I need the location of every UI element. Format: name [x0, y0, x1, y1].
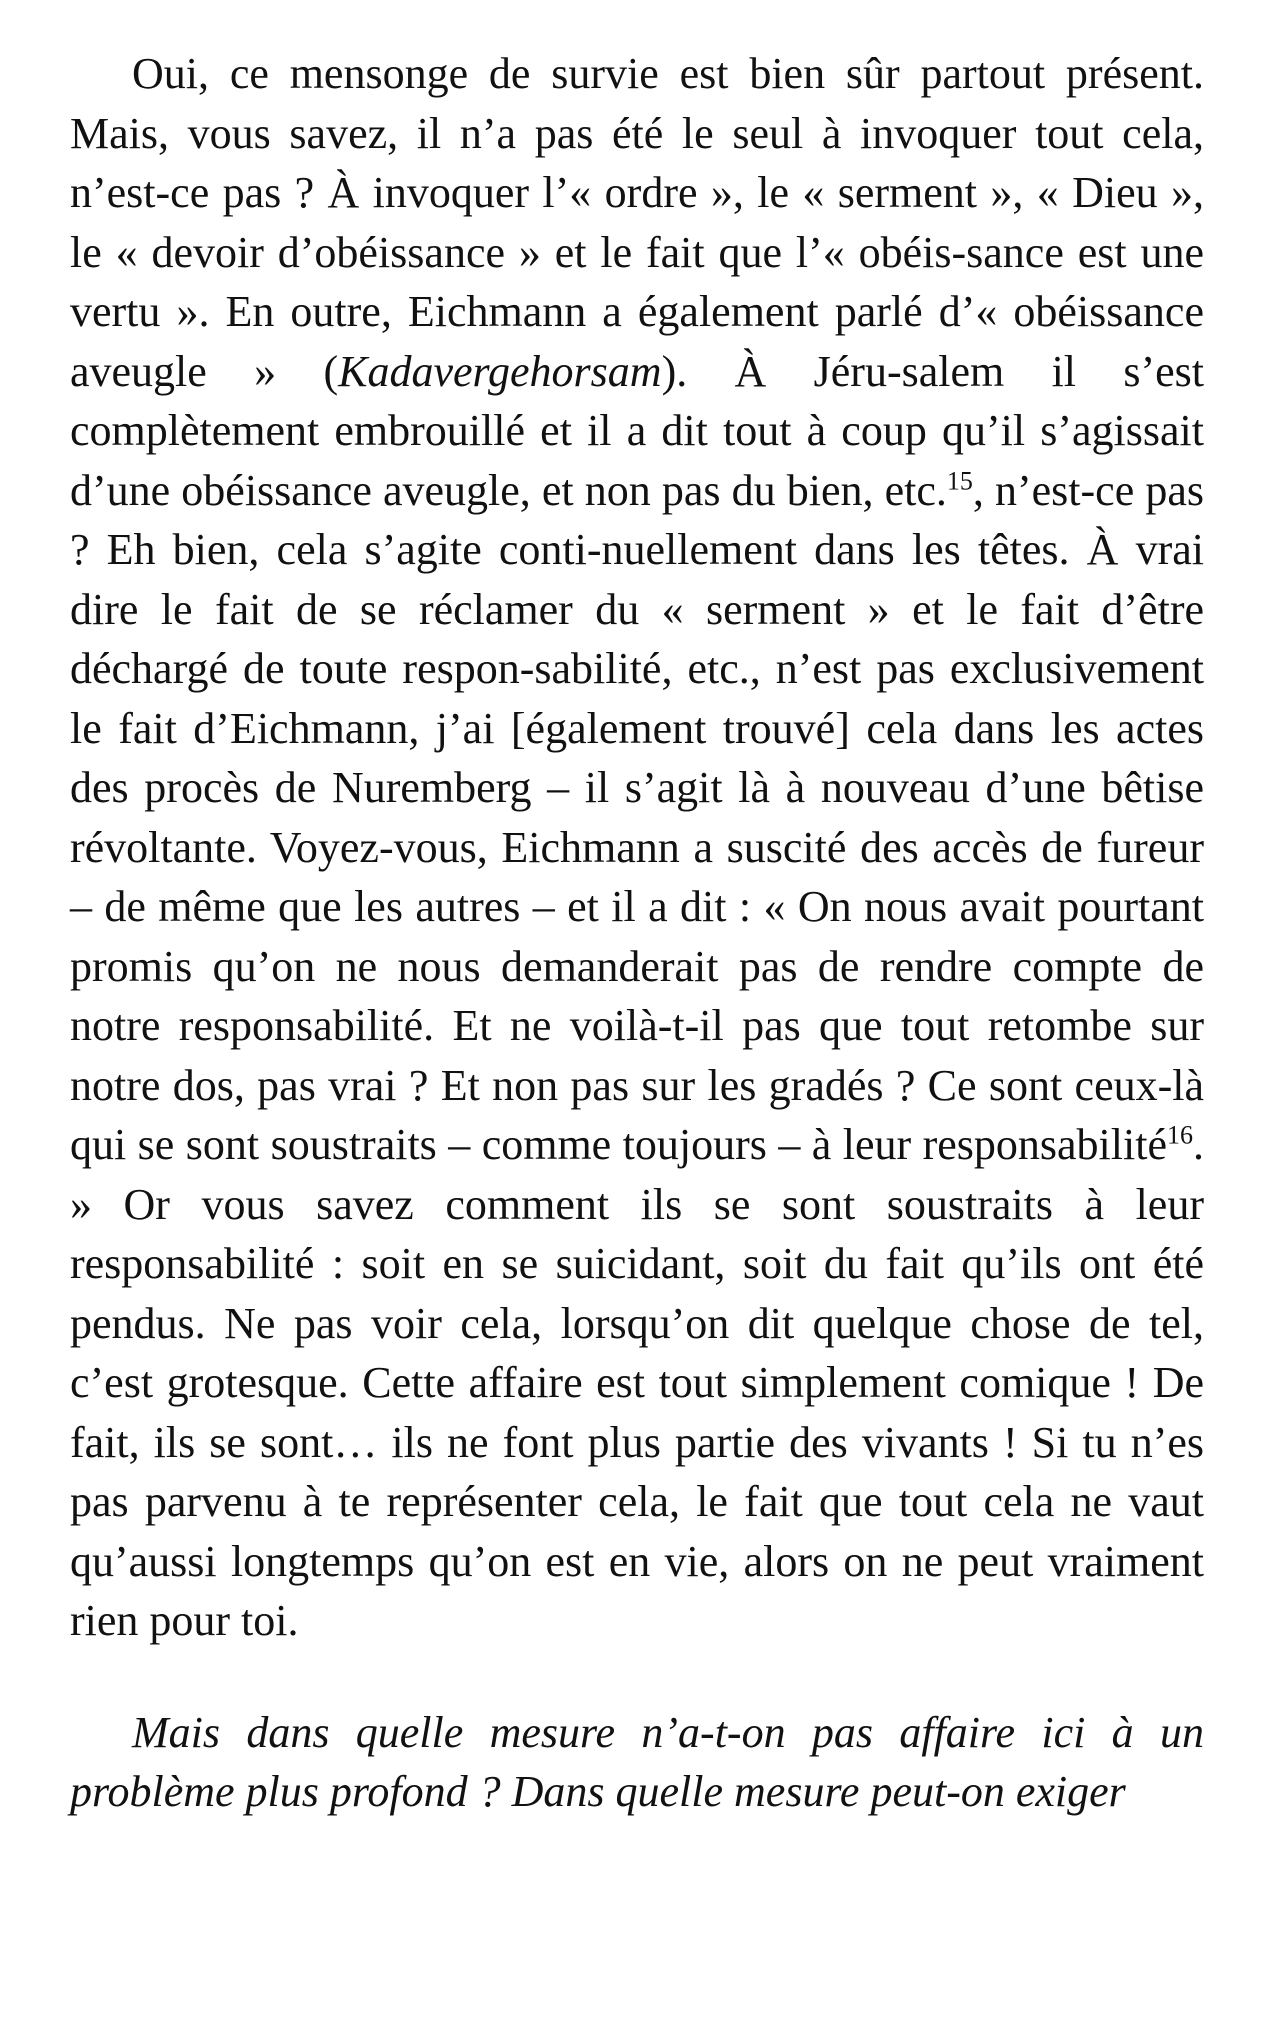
- paragraph-text-4: . » Or vous savez comment ils se sont soustraits à leur responsabilité : soit en se suicidant, soit du fait qu’ils ont été pendus. Ne pas voir cela, lorsqu’on dit quelque chose de tel, c’est grotesque. Cette affaire est tout simplement comique ! De fait, ils se sont… ils ne font plus partie des vivants ! Si tu n’es pas parvenu à te représenter cela, le fait que tout cela ne vaut qu’aussi longtemps qu’on est en vie, alors on ne peut vraiment rien pour toi.: [70, 1120, 1204, 1645]
- body-paragraph: [70, 44, 1204, 1651]
- footnote-ref-16: 16: [1167, 1120, 1193, 1150]
- paragraph-text-1: Oui, ce mensonge de survie est bien sûr partout présent. Mais, vous savez, il n’a pas été le seul à invoquer tout cela, n’est-ce pas ? À invoquer l’« ordre », le « serment », « Dieu », le « devoir d’obéissance » et le fait que l’« obéis-sance est une vertu ». En outre, Eichmann a également parlé d’« obéissance aveugle » (: [70, 49, 1204, 396]
- book-page: [70, 44, 1204, 1822]
- interview-question: Mais dans quelle mesure n’a-t-on pas affaire ici à un problème plus profond ? Dans quelle mesure peut-on exiger: [70, 1707, 1204, 1816]
- footnote-ref-15: 15: [946, 465, 973, 495]
- paragraph-text-3: , n’est-ce pas ? Eh bien, cela s’agite conti-nuellement dans les têtes. À vrai dire le fait de se réclamer du « serment » et le fait d’être déchargé de toute respon-sabilité, etc., n’est pas exclusivement le fait d’Eichmann, j’ai [également trouvé] cela dans les actes des procès de Nuremberg – il s’agit là à nouveau d’une bêtise révoltante. Voyez-vous, Eichmann a suscité des accès de fureur – de même que les autres – et il a dit : « On nous avait pourtant promis qu’on ne nous demanderait pas de rendre compte de notre responsabilité. Et ne voilà-t-il pas que tout retombe sur notre dos, pas vrai ? Et non pas sur les gradés ? Ce sont ceux-là qui se sont soustraits – comme toujours – à leur responsabilité: [70, 465, 1204, 1169]
- paragraph-text-2: ). À Jéru-salem il s’est complètement embrouillé et il a dit tout à coup qu’il s’agissait d’une obéissance aveugle, et non pas du bien, etc.: [70, 346, 1204, 515]
- german-term: Kadavergehorsam: [338, 346, 662, 396]
